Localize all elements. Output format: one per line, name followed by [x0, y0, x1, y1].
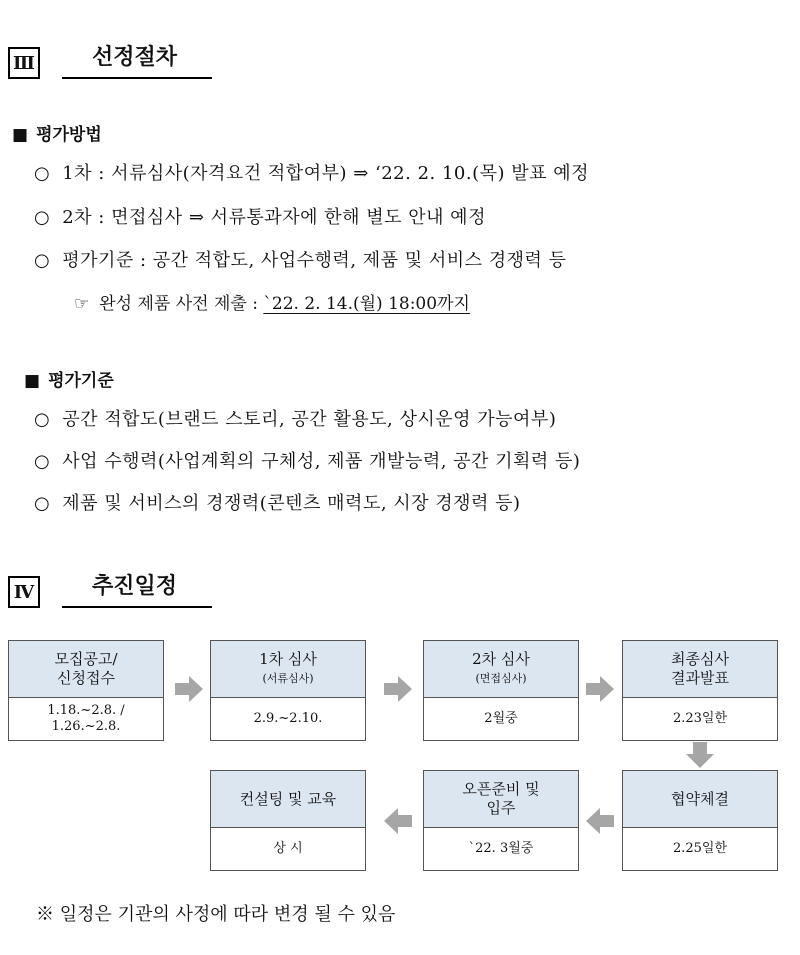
eval-criteria-item-2 [34, 447, 580, 473]
submission-note-label: 완성 제품 사전 제출 : [99, 294, 264, 314]
schedule-box-consulting [210, 770, 366, 871]
eval-method-item-1-text: 1차 : 서류심사(자격요건 적합여부) ⇒ ‘22. 2. 10.(목) 발표 예정 [62, 163, 590, 184]
section-3-title: 선정절차 [62, 40, 212, 79]
left-arrow-icon [586, 808, 614, 834]
schedule-final-result-title-1: 최종심사 [671, 650, 729, 668]
circle-bullet-icon: ○ [34, 493, 51, 514]
eval-method-item-3-text: 평가기준 : 공간 적합도, 사업수행력, 제품 및 서비스 경쟁력 등 [62, 250, 567, 271]
eval-criteria-item-2-text: 사업 수행력(사업계획의 구체성, 제품 개발능력, 공간 기획력 등) [62, 451, 581, 472]
down-arrow-icon [686, 742, 714, 768]
schedule-final-result-title-2: 결과발표 [671, 669, 729, 687]
schedule-box-first-review [210, 640, 366, 741]
schedule-opening-title-2: 입주 [486, 799, 516, 817]
submission-note-date: `22. 2. 14.(월) 18:00까지 [263, 294, 470, 314]
eval-method-item-3 [34, 246, 567, 272]
eval-criteria-item-1 [34, 405, 556, 431]
schedule-second-review-sub: (면접심사) [475, 672, 527, 685]
schedule-box-second-review [423, 640, 579, 741]
right-arrow-icon [175, 676, 203, 702]
circle-bullet-icon: ○ [34, 207, 51, 228]
schedule-contract-date: 2.25일한 [672, 841, 728, 856]
eval-method-item-1 [34, 159, 589, 185]
eval-method-item-2 [34, 203, 486, 229]
schedule-box-final-result [622, 640, 778, 741]
schedule-opening-date: `22. 3월중 [468, 841, 534, 856]
schedule-recruit-title-1: 모집공고/ [54, 650, 118, 668]
circle-bullet-icon: ○ [34, 163, 51, 184]
section-4-title: 추진일정 [62, 569, 212, 608]
eval-criteria-item-3 [34, 489, 521, 515]
pointing-hand-icon: ☞ [74, 294, 90, 314]
square-bullet-icon: ■ [24, 371, 41, 391]
eval-criteria-heading-text: 평가기준 [48, 371, 114, 391]
schedule-box-contract [622, 770, 778, 871]
schedule-recruit-title-2: 신청접수 [57, 669, 115, 687]
circle-bullet-icon: ○ [34, 250, 51, 271]
schedule-opening-title-1: 오픈준비 및 [462, 780, 540, 798]
schedule-first-review-sub: (서류심사) [262, 672, 314, 685]
schedule-first-review-date: 2.9.~2.10. [253, 711, 323, 726]
eval-criteria-item-3-text: 제품 및 서비스의 경쟁력(콘텐츠 매력도, 시장 경쟁력 등) [62, 493, 521, 514]
schedule-box-recruit [8, 640, 164, 741]
schedule-first-review-title: 1차 심사 [259, 650, 317, 668]
schedule-recruit-date-2: 1.26.~2.8. [51, 719, 121, 734]
eval-criteria-heading [24, 366, 114, 391]
circle-bullet-icon: ○ [34, 409, 51, 430]
eval-method-heading [12, 120, 102, 145]
section-3-header [8, 40, 212, 79]
section-3-numeral: Ⅲ [8, 47, 40, 79]
schedule-consulting-title: 컨설팅 및 교육 [239, 789, 337, 808]
right-arrow-icon [586, 676, 614, 702]
schedule-change-notice: ※ 일정은 기관의 사정에 따라 변경 될 수 있음 [36, 904, 396, 925]
schedule-second-review-date: 2월중 [484, 711, 518, 726]
circle-bullet-icon: ○ [34, 451, 51, 472]
eval-method-heading-text: 평가방법 [36, 125, 102, 145]
right-arrow-icon [384, 676, 412, 702]
eval-method-item-2-text: 2차 : 면접심사 ⇒ 서류통과자에 한해 별도 안내 예정 [62, 207, 486, 228]
square-bullet-icon: ■ [12, 125, 29, 145]
schedule-consulting-date: 상 시 [273, 841, 303, 856]
section-4-numeral: Ⅳ [8, 576, 40, 608]
section-4-header [8, 569, 212, 608]
schedule-recruit-date-1: 1.18.~2.8. / [47, 703, 125, 718]
left-arrow-icon [384, 808, 412, 834]
eval-criteria-item-1-text: 공간 적합도(브랜드 스토리, 공간 활용도, 상시운영 가능여부) [62, 409, 557, 430]
submission-note [74, 289, 470, 314]
schedule-final-result-date: 2.23일한 [672, 711, 728, 726]
schedule-box-opening [423, 770, 579, 871]
schedule-contract-title: 협약체결 [671, 789, 729, 808]
schedule-second-review-title: 2차 심사 [472, 650, 530, 668]
